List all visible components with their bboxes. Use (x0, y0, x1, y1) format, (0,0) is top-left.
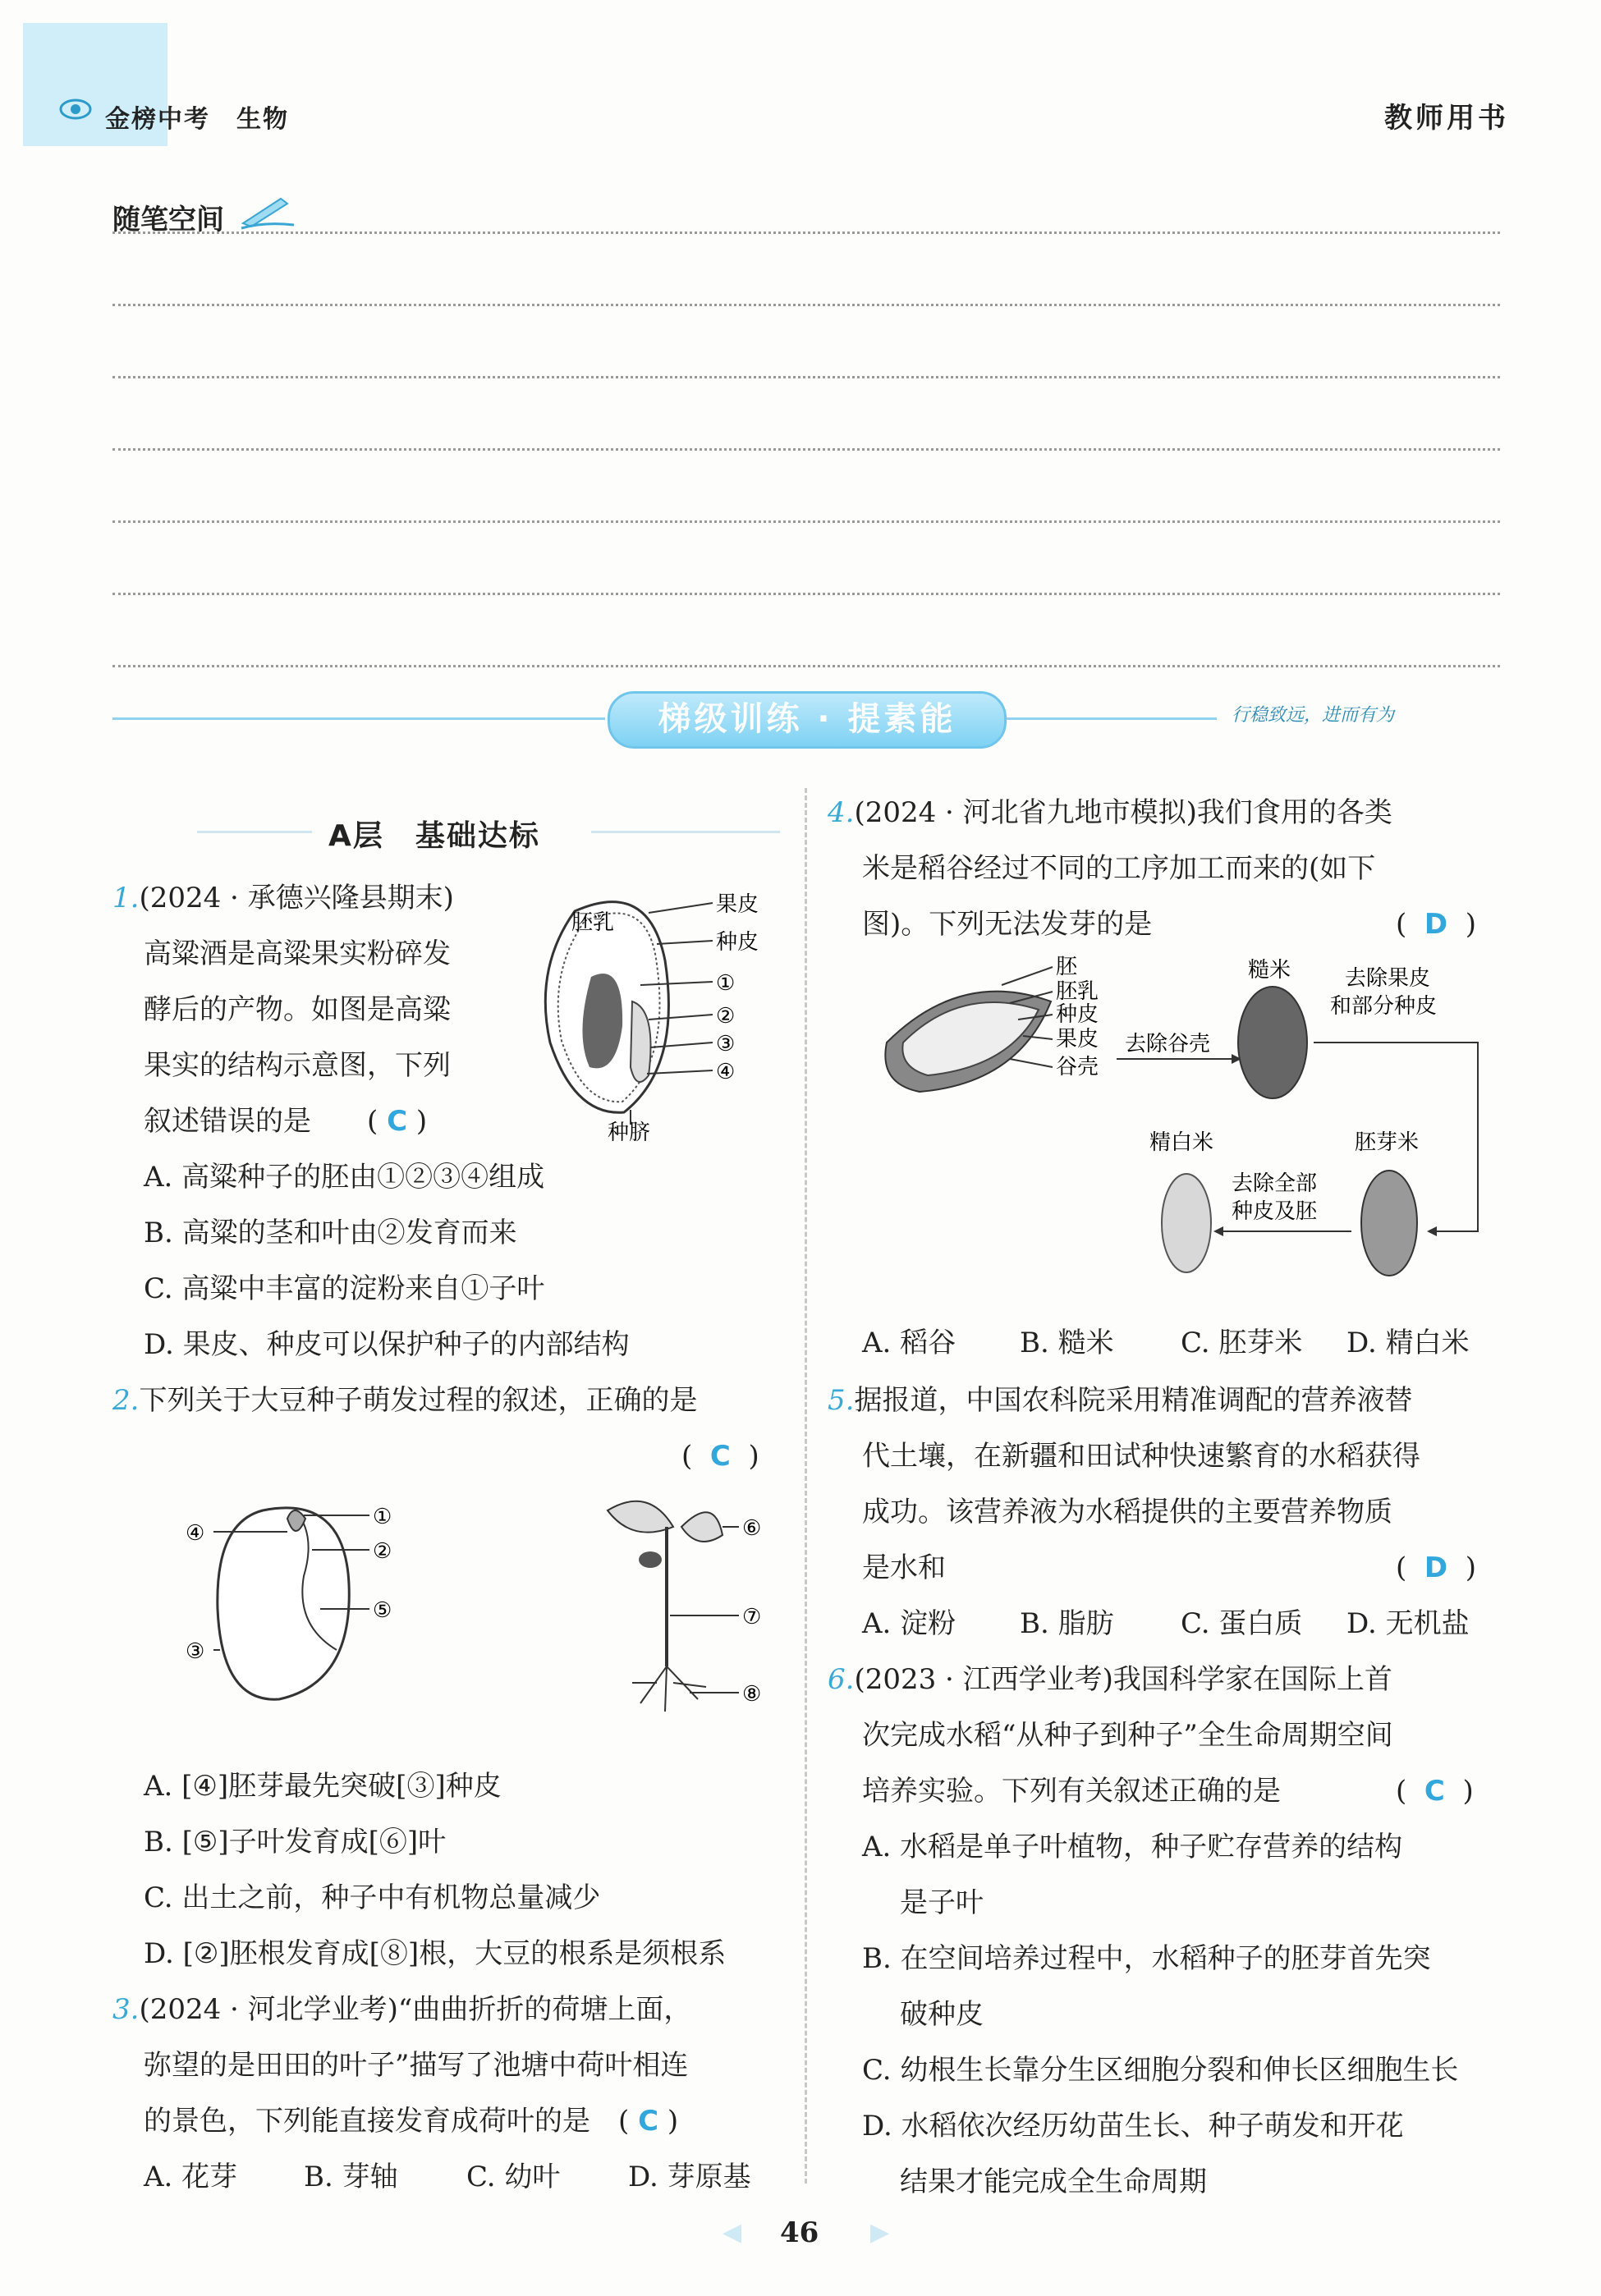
fig4-label-germ: 胚芽米 (1355, 1130, 1420, 1155)
sorghum-fruit-diagram (525, 878, 796, 1141)
q6-option: A. 水稻是单子叶植物，种子贮存营养的结构 (862, 1831, 1403, 1863)
soybean-seed-diagram (172, 1486, 435, 1724)
fig2-label-5: ⑤ (373, 1598, 392, 1623)
fig2-label-2: ② (373, 1539, 392, 1564)
q3-line: 3.(2024 · 河北学业考)“曲曲折折的荷塘上面， (112, 1993, 692, 2026)
rice-processing-diagram (870, 952, 1511, 1313)
q2-option: A. [④]胚芽最先突破[③]种皮 (144, 1770, 502, 1803)
section-title: A层 基础达标 (328, 819, 540, 853)
q5-line: 成功。该营养液为水稻提供的主要营养物质 (862, 1496, 1392, 1528)
note-line (112, 665, 1500, 667)
notes-title: 随笔空间 (112, 204, 224, 236)
q3-option: C. 幼叶 (466, 2161, 561, 2193)
fig4-step2b: 和部分种皮 (1330, 994, 1438, 1019)
q3-line: 的景色，下列能直接发育成荷叶的是 ( C ) (144, 2105, 679, 2138)
fig4-step3b: 种皮及胚 (1232, 1199, 1318, 1224)
q1-option: A. 高粱种子的胚由①②③④组成 (144, 1161, 545, 1194)
q4-option: D. 精白米 (1346, 1327, 1470, 1359)
q6-option: B. 在空间培养过程中，水稻种子的胚芽首先突 (862, 1942, 1431, 1975)
page-number: 46 (780, 2216, 819, 2249)
note-line (112, 520, 1500, 523)
q1-option: D. 果皮、种皮可以保护种子的内部结构 (144, 1328, 630, 1361)
q6-option-cont: 破种皮 (900, 1998, 984, 2031)
q1-answer: C (387, 1105, 408, 1138)
q5-option: C. 蛋白质 (1181, 1607, 1303, 1640)
q1-line: 果实的结构示意图，下列 (144, 1049, 451, 1082)
soybean-seedling-diagram (575, 1478, 788, 1724)
q5-answer: D (1424, 1551, 1448, 1584)
q6-line: 6.(2023 · 江西学业考)我国科学家在国际上首 (828, 1663, 1392, 1696)
section-rule (591, 831, 780, 833)
q2-answer-line: ( C ) (681, 1440, 759, 1473)
prev-arrow-icon: ◀ (723, 2218, 742, 2247)
q1-option: B. 高粱的茎和叶由②发育而来 (144, 1217, 517, 1249)
fig1-label-4: ④ (716, 1060, 736, 1084)
fig2-label-4: ④ (186, 1521, 205, 1546)
fig2-label-7: ⑦ (742, 1605, 762, 1629)
q5-line: 代土壤，在新疆和田试种快速繁育的水稻获得 (862, 1440, 1420, 1473)
q1-line: 酵后的产物。如图是高粱 (144, 993, 451, 1026)
q5-option: D. 无机盐 (1346, 1607, 1470, 1640)
eye-logo-icon (59, 97, 92, 121)
edition-label: 教师用书 (1384, 102, 1509, 135)
column-divider (805, 788, 807, 2184)
note-line (112, 448, 1500, 451)
next-arrow-icon: ▶ (870, 2218, 890, 2247)
q3-option: D. 芽原基 (628, 2161, 751, 2193)
fig1-label-1: ① (716, 971, 736, 996)
q6-line: 培养实验。下列有关叙述正确的是 (862, 1775, 1281, 1808)
q4-answer-line: ( D ) (1396, 908, 1477, 941)
q2-answer: C (709, 1440, 731, 1473)
fig4-label-husk: 谷壳 (1056, 1055, 1099, 1079)
fig1-label-seedcoat: 种皮 (716, 930, 759, 955)
fig4-label-pericarp: 果皮 (1056, 1027, 1099, 1052)
q4-option: A. 稻谷 (862, 1327, 956, 1359)
note-line (112, 304, 1500, 306)
q1-line: 1.(2024 · 承德兴隆县期末) (112, 882, 454, 914)
q2-option: C. 出土之前，种子中有机物总量减少 (144, 1881, 601, 1914)
fig4-step3a: 去除全部 (1232, 1171, 1318, 1196)
q5-answer-line: ( D ) (1396, 1551, 1477, 1584)
fig1-label-3: ③ (716, 1032, 736, 1056)
q5-option: A. 淀粉 (862, 1607, 956, 1640)
note-line (112, 376, 1500, 378)
q5-line: 5.据报道，中国农科院采用精准调配的营养液替 (828, 1384, 1413, 1417)
q6-option-cont: 结果才能完成全生命周期 (900, 2165, 1207, 2198)
q1-line: 叙述错误的是 ( C ) (144, 1105, 428, 1138)
q6-line: 次完成水稻“从种子到种子”全生命周期空间 (862, 1719, 1393, 1752)
q2-option: B. [⑤]子叶发育成[⑥]叶 (144, 1826, 447, 1858)
q3-answer: C (638, 2105, 659, 2138)
fig2-label-1: ① (373, 1505, 392, 1529)
q2-option: D. [②]胚根发育成[⑧]根，大豆的根系是须根系 (144, 1937, 727, 1970)
fig4-label-brown: 糙米 (1248, 958, 1291, 983)
fig2-label-3: ③ (186, 1639, 205, 1664)
q6-option: C. 幼根生长靠分生区细胞分裂和伸长区细胞生长 (862, 2054, 1459, 2087)
q6-option: D. 水稻依次经历幼苗生长、种子萌发和开花 (862, 2110, 1404, 2142)
fig4-label-seedcoat: 种皮 (1056, 1002, 1099, 1027)
q6-answer-line: ( C ) (1396, 1775, 1474, 1808)
q4-option: C. 胚芽米 (1181, 1327, 1303, 1359)
q1-line: 高粱酒是高粱果实粉碎发 (144, 937, 451, 970)
pen-icon (240, 194, 297, 230)
q3-line: 弥望的是田田的叶子”描写了池塘中荷叶相连 (144, 2049, 689, 2082)
fig2-label-6: ⑥ (742, 1516, 762, 1541)
q5-line: 是水和 (862, 1551, 946, 1584)
fig1-label-hilum: 种脐 (608, 1121, 651, 1141)
q5-option: B. 脂肪 (1020, 1607, 1114, 1640)
banner-rule (1003, 717, 1217, 720)
book-title: 金榜中考 生物 (105, 105, 289, 134)
section-banner: 梯级训练 · 提素能 (608, 691, 1007, 749)
fig1-label-2: ② (716, 1004, 736, 1029)
q1-option: C. 高粱中丰富的淀粉来自①子叶 (144, 1272, 545, 1305)
q2-stem: 2.下列关于大豆种子萌发过程的叙述，正确的是 (112, 1384, 698, 1417)
fig4-label-embryo: 胚 (1056, 955, 1078, 979)
q6-option-cont: 是子叶 (900, 1886, 984, 1919)
note-line (112, 231, 1500, 234)
fig4-step1: 去除谷壳 (1125, 1032, 1211, 1056)
fig1-label-pericarp: 果皮 (716, 892, 759, 917)
q6-answer: C (1424, 1775, 1445, 1808)
q4-answer: D (1424, 908, 1448, 941)
fig1-label-endosperm: 胚乳 (571, 910, 615, 935)
fig2-label-8: ⑧ (742, 1682, 762, 1707)
banner-motto: 行稳致远，进而有为 (1232, 705, 1395, 726)
fig4-label-endosperm: 胚乳 (1056, 979, 1099, 1004)
banner-rule (112, 717, 605, 720)
section-rule (197, 831, 312, 833)
q4-line: 米是稻谷经过不同的工序加工而来的(如下 (862, 852, 1376, 885)
fig4-label-white: 精白米 (1149, 1130, 1214, 1155)
q4-line: 4.(2024 · 河北省九地市模拟)我们食用的各类 (828, 796, 1392, 829)
q3-option: B. 芽轴 (304, 2161, 398, 2193)
q3-option: A. 花芽 (144, 2161, 238, 2193)
q4-line: 图)。下列无法发芽的是 (862, 908, 1153, 941)
note-line (112, 593, 1500, 595)
fig4-step2a: 去除果皮 (1345, 966, 1431, 991)
q4-option: B. 糙米 (1020, 1327, 1114, 1359)
